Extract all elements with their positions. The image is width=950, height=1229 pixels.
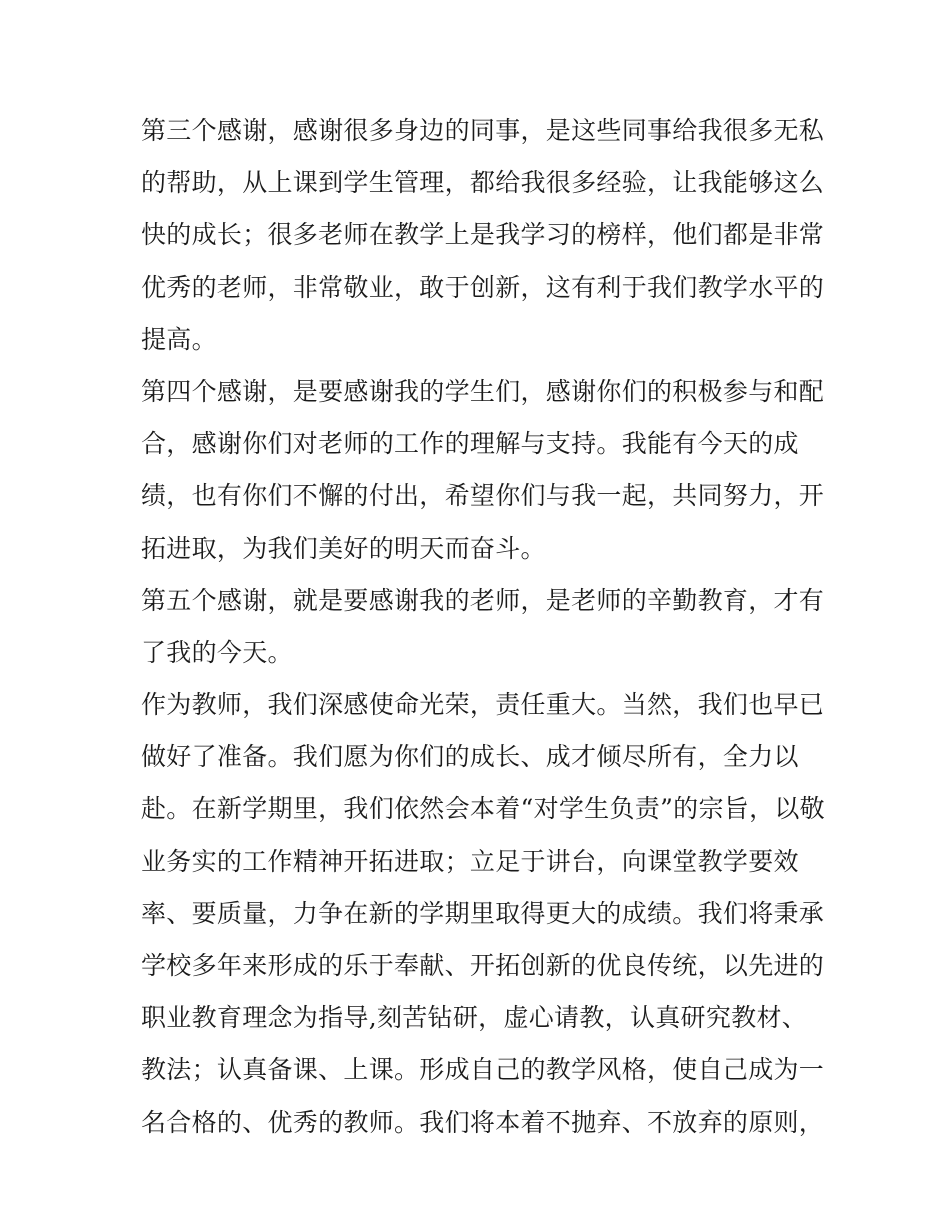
text-line: 优秀的老师，非常敬业，敢于创新，这有利于我们教学水平的 (141, 272, 825, 302)
text-line: 学校多年来形成的乐于奉献、开拓创新的优良传统，以先进的 (141, 951, 825, 980)
text-line: 快的成长；很多老师在教学上是我学习的榜样，他们都是非常 (141, 220, 825, 250)
text-line: 提高。 (141, 324, 217, 354)
text-line: 职业教育理念为指导,刻苦钻研，虚心请教，认真研究教材、 (141, 1003, 808, 1033)
body-text (141, 105, 825, 1149)
text-line: 绩，也有你们不懈的付出，希望你们与我一起，共同努力，开 (141, 481, 825, 511)
text-line: 赴。在新学期里，我们依然会本着“对学生负责”的宗旨，以敬 (141, 794, 825, 824)
text-line: 第三个感谢，感谢很多身边的同事，是这些同事给我很多无私 (141, 116, 825, 145)
text-line: 名合格的、优秀的教师。我们将本着不抛弃、不放弃的原则， (141, 1107, 825, 1137)
text-line: 的帮助，从上课到学生管理，都给我很多经验，让我能够这么 (141, 168, 825, 198)
text-line: 第五个感谢，就是要感谢我的老师，是老师的辛勤教育，才有 (141, 585, 825, 615)
text-line: 做好了准备。我们愿为你们的成长、成才倾尽所有，全力以 (141, 742, 799, 772)
text-line: 第四个感谢，是要感谢我的学生们，感谢你们的积极参与和配 (141, 376, 825, 406)
text-line: 了我的今天。 (141, 637, 293, 667)
text-line: 业务实的工作精神开拓进取；立足于讲台，向课堂教学要效 (141, 846, 799, 876)
text-line: 率、要质量，力争在新的学期里取得更大的成绩。我们将秉承 (141, 898, 825, 928)
text-line: 合，感谢你们对老师的工作的理解与支持。我能有今天的成 (141, 429, 799, 459)
text-line: 拓进取，为我们美好的明天而奋斗。 (141, 533, 546, 563)
text-line: 作为教师，我们深感使命光荣，责任重大。当然，我们也早已 (141, 690, 825, 720)
text-line: 教法；认真备课、上课。形成自己的教学风格，使自己成为一 (141, 1055, 825, 1085)
